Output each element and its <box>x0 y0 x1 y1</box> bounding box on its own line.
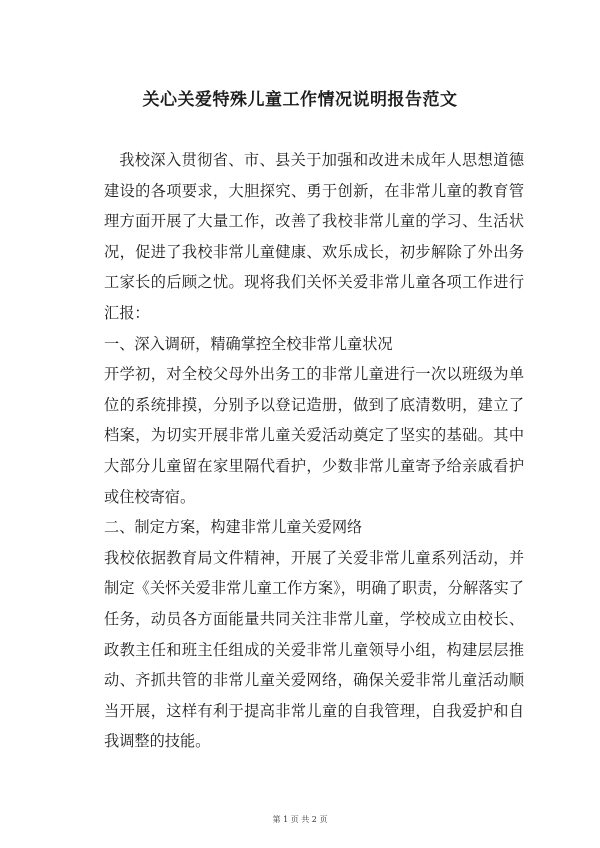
section-2-paragraph: 我校依据教育局文件精神，开展了关爱非常儿童系列活动，并制定《关怀关爱非常儿童工作方案》，明确了职责，分解落实了任务，动员各方面能量共同关注非常儿童，学校成立由校长、政教主任和班主任组成的关爱非常儿童领导小组，构建层层推动、齐抓共管的非常儿童关爱网络，确保关爱非常儿童活动顺当开展，这样有利于提高非常儿童的自我管理，自我爱护和自我调整的技能。 <box>104 548 524 751</box>
section-1-heading: 一、深入调研，精确掌控全校非常儿童状况 <box>104 334 393 353</box>
section-1-paragraph: 开学初，对全校父母外出务工的非常儿童进行一次以班级为单位的系统排摸，分别予以登记造册，做到了底清数明，建立了档案，为切实开展非常儿童关爱活动奠定了坚实的基础。其中大部分儿童留在家里隔代看护，少数非常儿童寄予给亲戚看护或住校寄宿。 <box>104 365 524 506</box>
document-body <box>104 145 524 757</box>
intro-paragraph: 我校深入贯彻省、市、县关于加强和改进未成年人思想道德建设的各项要求，大胆探究、勇于创新，在非常儿童的教育管理方面开展了大量工作，改善了我校非常儿童的学习、生活状况，促进了我校非常儿童健康、欢乐成长，初步解除了外出务工家长的后顾之忧。现将我们关怀关爱非常儿童各项工作进行汇报： <box>104 151 524 322</box>
document-title: 关心关爱特殊儿童工作情况说明报告范文 <box>142 90 458 110</box>
page-number-footer: 第 1 页 共 2 页 <box>272 815 328 824</box>
section-2-heading: 二、制定方案，构建非常儿童关爱网络 <box>104 518 363 537</box>
